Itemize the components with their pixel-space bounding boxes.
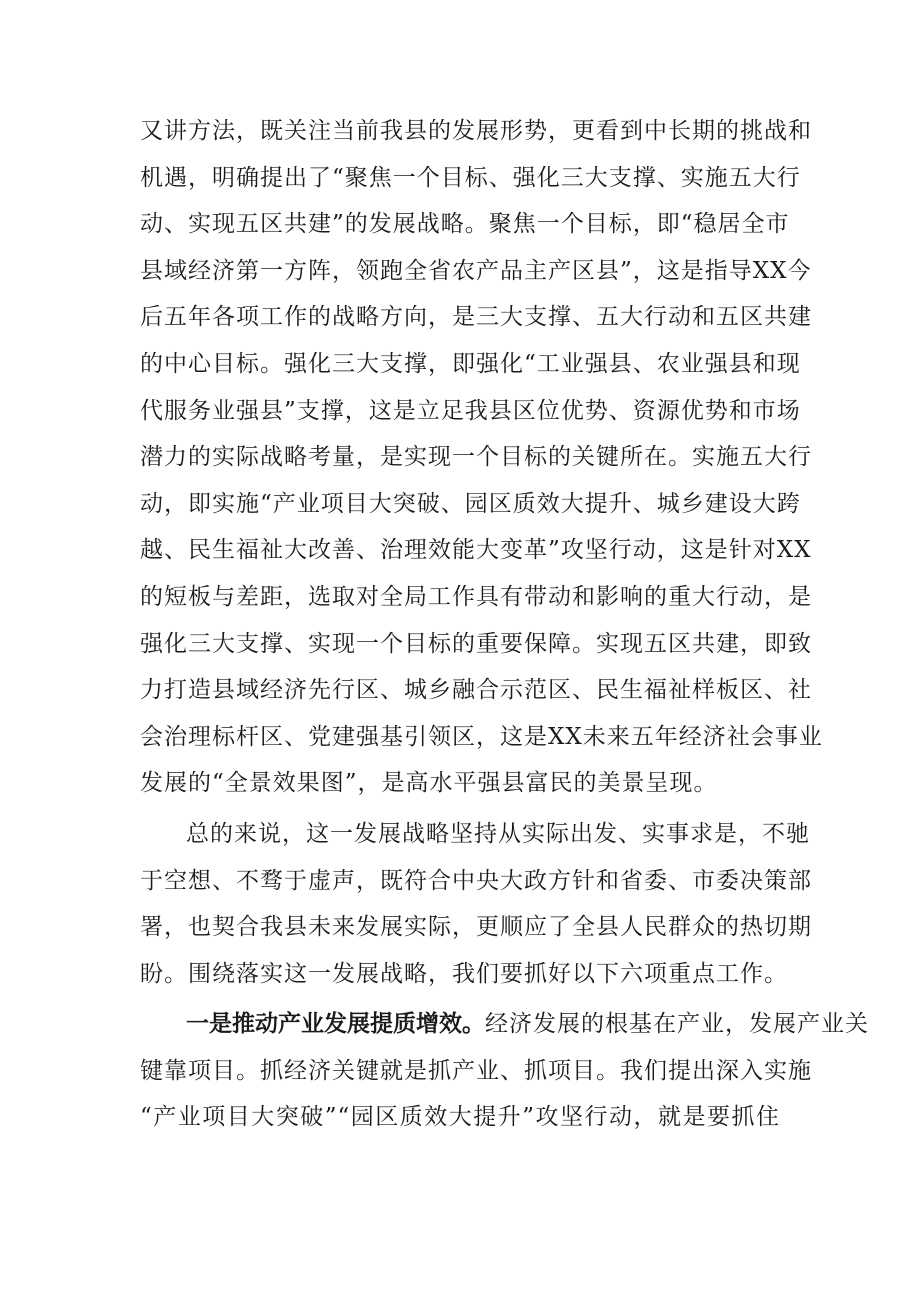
- paragraph-line: 动，即实施“产业项目大突破、园区质效大提升、城乡建设大跨: [140, 490, 801, 517]
- paragraph-line: 发展的“全景效果图”，是高水平强县富民的美景呈现。: [140, 770, 718, 797]
- paragraph-line: 键靠项目。抓经济关键就是抓产业、抓项目。我们提出深入实施: [140, 1057, 812, 1084]
- section-heading: 一是推动产业发展提质增效。: [186, 1011, 485, 1038]
- paragraph-line: 会治理标杆区、党建强基引领区，这是XX未来五年经济社会事业: [140, 723, 823, 750]
- paragraph-line: 强化三大支撑、实现一个目标的重要保障。实现五区共建，即致: [140, 630, 812, 657]
- paragraph-line: 于空想、不骛于虚声，既符合中央大政方针和省委、市委决策部: [140, 867, 812, 894]
- paragraph-line: 总的来说，这一发展战略坚持从实际出发、实事求是，不驰: [186, 820, 810, 847]
- paragraph-line: 机遇，明确提出了“聚焦一个目标、强化三大支撑、实施五大行: [140, 164, 801, 191]
- paragraph-industry: [140, 1001, 869, 1141]
- paragraph-line: 县域经济第一方阵，领跑全省农产品主产区县”，这是指导XX今: [140, 257, 812, 284]
- paragraph-line: “产业项目大突破”“园区质效大提升”攻坚行动，就是要抓住: [140, 1104, 780, 1131]
- paragraph-line: 又讲方法，既关注当前我县的发展形势，更看到中长期的挑战和: [140, 118, 812, 144]
- paragraph-line: 后五年各项工作的战略方向，是三大支撑、五大行动和五区共建: [140, 304, 812, 331]
- paragraph-text: 经济发展的根基在产业，发展产业关: [485, 1011, 869, 1038]
- paragraph-line: 动、实现五区共建”的发展战略。聚焦一个目标，即“稳居全市: [140, 211, 790, 238]
- paragraph-line: [140, 1001, 869, 1048]
- document-body: [140, 108, 869, 1141]
- paragraph-line: 力打造县域经济先行区、城乡融合示范区、民生福祉样板区、社: [140, 677, 812, 704]
- paragraph-line: 的短板与差距，选取对全局工作具有带动和影响的重大行动，是: [140, 583, 812, 610]
- paragraph-line: 代服务业强县”支撑，这是立足我县区位优势、资源优势和市场: [140, 397, 801, 424]
- paragraph-line: 潜力的实际战略考量，是实现一个目标的关键所在。实施五大行: [140, 444, 812, 471]
- paragraph-line: 越、民生福祉大改善、治理效能大变革”攻坚行动，这是针对XX: [140, 537, 812, 564]
- paragraph-strategy: [140, 108, 823, 807]
- paragraph-line: 的中心目标。强化三大支撑，即强化“工业强县、农业强县和现: [140, 350, 801, 377]
- paragraph-line: 盼。围绕落实这一发展战略，我们要抓好以下六项重点工作。: [140, 960, 788, 987]
- paragraph-line: 署，也契合我县未来发展实际，更顺应了全县人民群众的热切期: [140, 914, 812, 941]
- paragraph-summary: [140, 811, 812, 997]
